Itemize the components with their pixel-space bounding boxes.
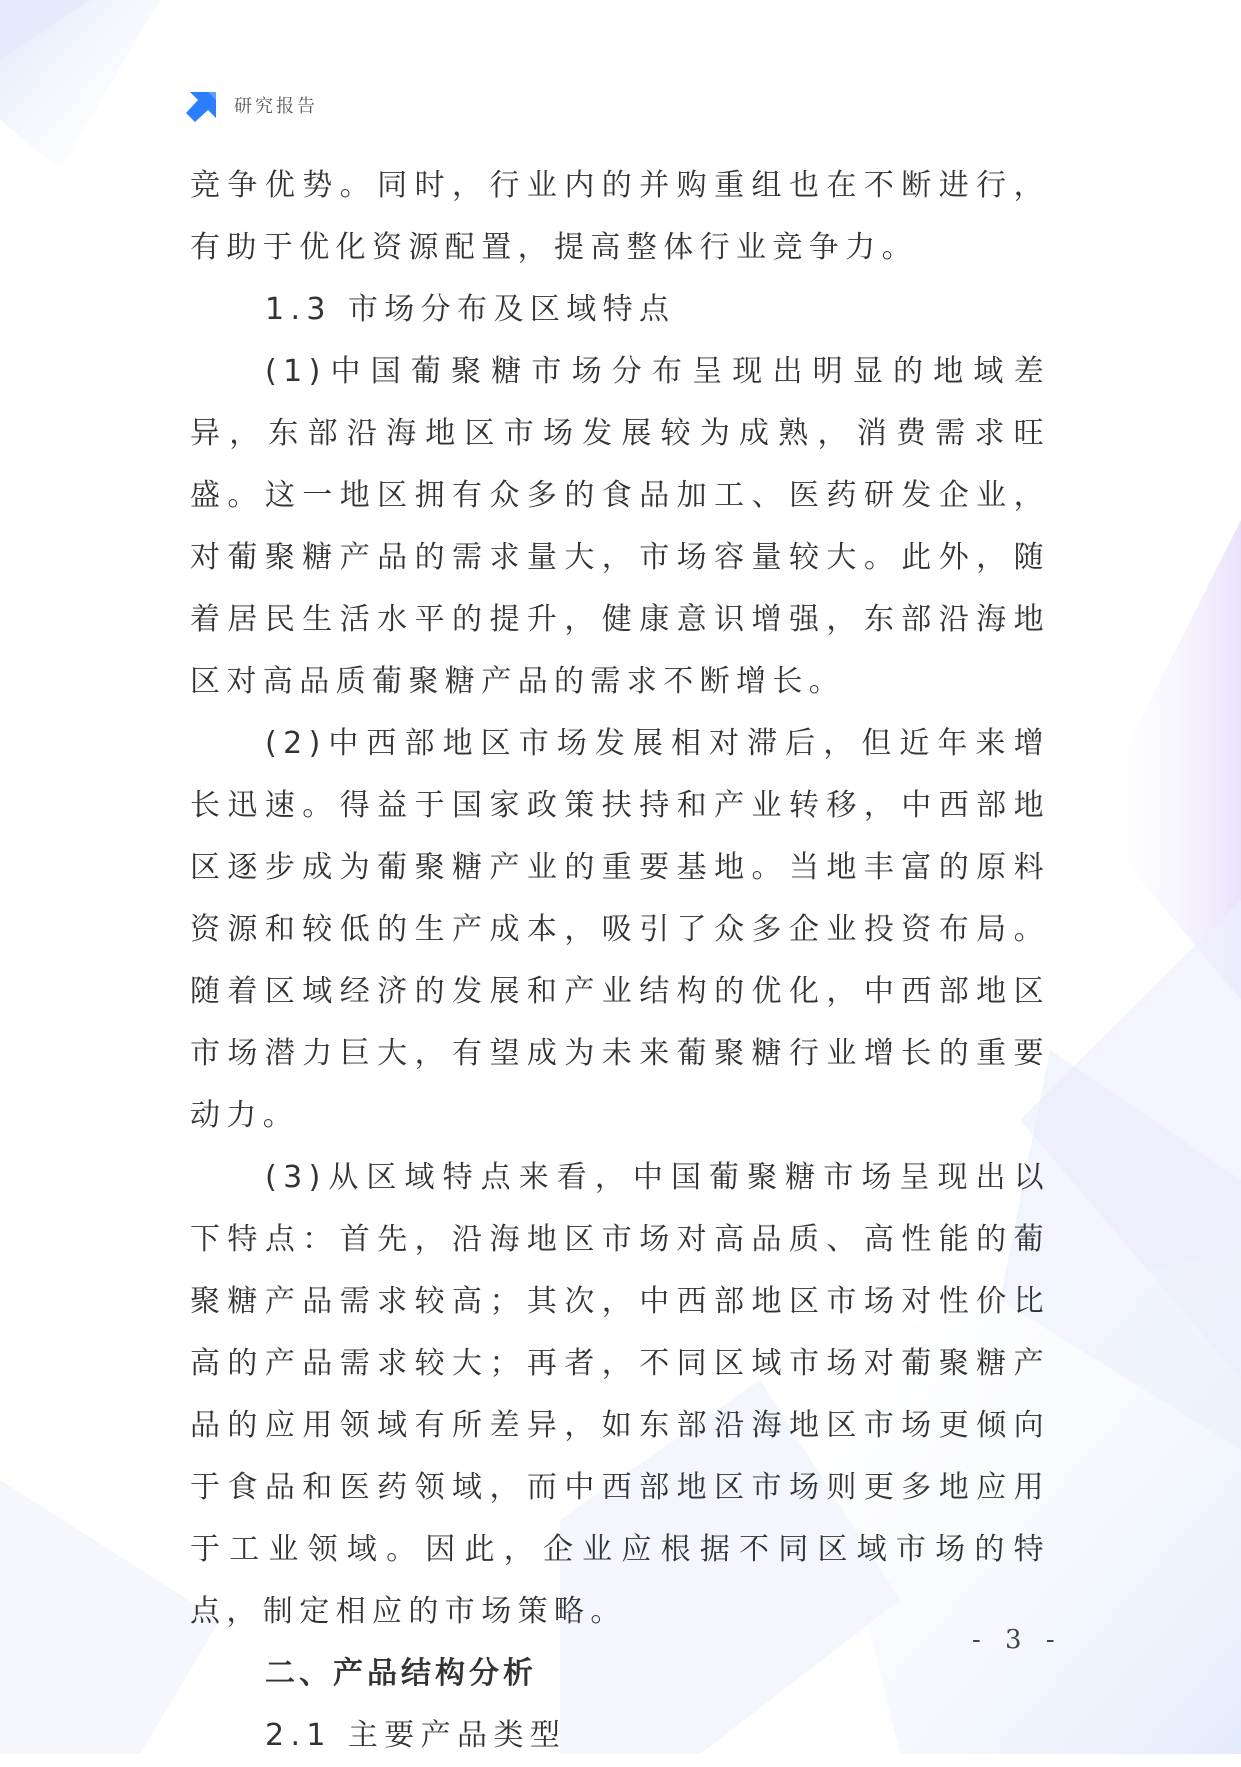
chapter-heading-2: 二、产品结构分析 — [265, 1656, 537, 1691]
paragraph-point-3: (3)从区域特点来看，中国葡聚糖市场呈现出以下特点：首先，沿海地区市场对高品质、高性能的葡聚糖产品需求较高；其次，中西部地区市场对性价比高的产品需求较大；再者，不同区域市场对葡聚糖产品的应用领域有所差异，如东部沿海地区市场更倾向于食品和医药领域，而中西部地区市场则更多地应用于工业领域。因此，企业应根据不同区域市场的特点，制定相应的市场策略。 — [190, 1160, 1050, 1629]
paragraph-point-1: (1)中国葡聚糖市场分布呈现出明显的地域差异，东部沿海地区市场发展较为成熟，消费需求旺盛。这一地区拥有众多的食品加工、医药研发企业，对葡聚糖产品的需求量大，市场容量较大。此外，随着居民生活水平的提升，健康意识增强，东部沿海地区对高品质葡聚糖产品的需求不断增长。 — [190, 354, 1050, 699]
section-heading-1-3: 1.3 市场分布及区域特点 — [265, 292, 676, 327]
section-heading-2-1: 2.1 主要产品类型 — [265, 1718, 567, 1753]
header-title: 研究报告 — [234, 96, 318, 117]
arrow-up-right-icon — [186, 88, 220, 122]
paragraph-continuation: 竞争优势。同时，行业内的并购重组也在不断进行，有助于优化资源配置，提高整体行业竞争力。 — [190, 168, 1050, 265]
document-body — [190, 155, 1050, 1767]
paragraph-point-2: (2)中西部地区市场发展相对滞后，但近年来增长迅速。得益于国家政策扶持和产业转移，中西部地区逐步成为葡聚糖产业的重要基地。当地丰富的原料资源和较低的生产成本，吸引了众多企业投资布局。随着区域经济的发展和产业结构的优化，中西部地区市场潜力巨大，有望成为未来葡聚糖行业增长的重要动力。 — [190, 726, 1050, 1133]
page-number: - 3 - — [972, 1625, 1063, 1655]
report-header — [186, 88, 318, 122]
